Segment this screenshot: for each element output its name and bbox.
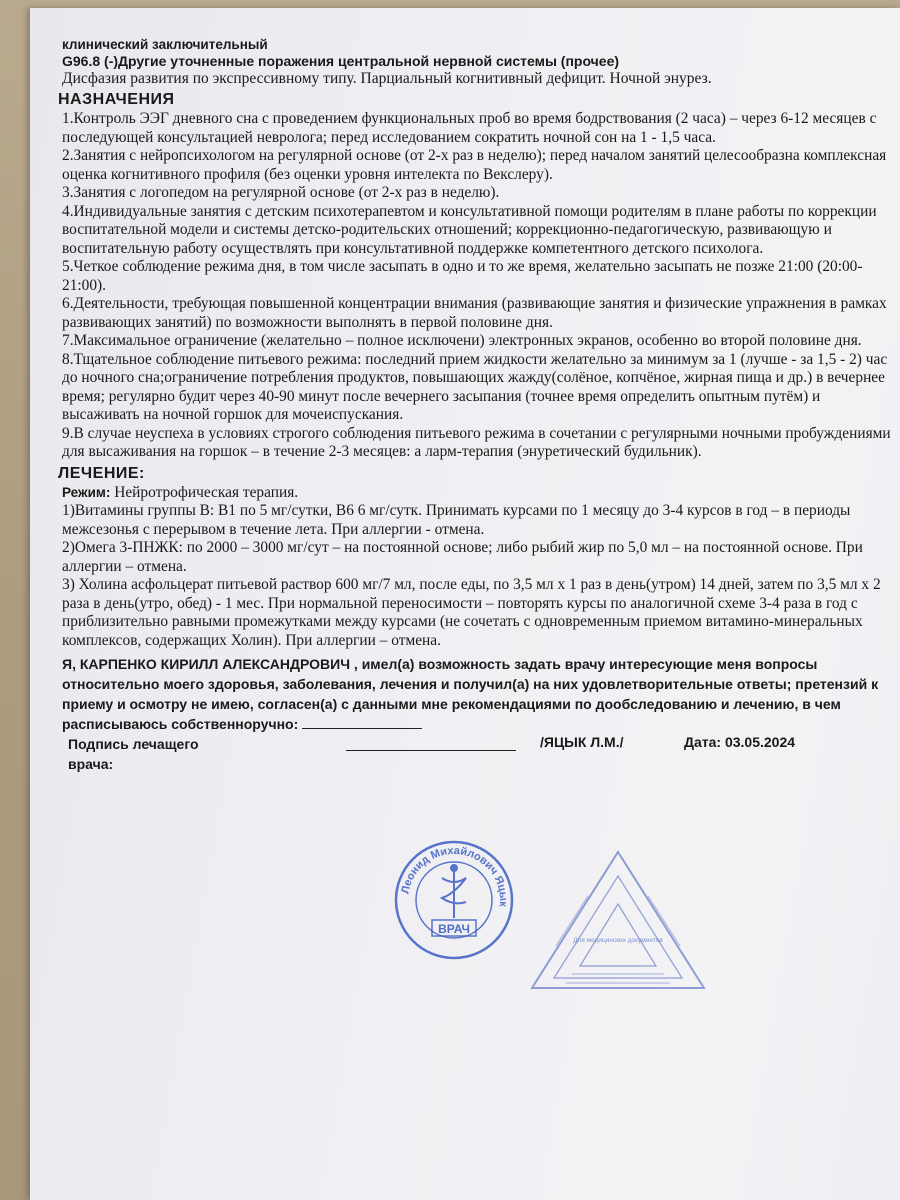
diagnosis-type: клинический заключительный (62, 37, 268, 52)
prescription-item: 5.Четкое соблюдение режима дня, в том числе засыпать в одно и то же время, желательно засыпать не позже 21:00 (20:00-21:00). (62, 258, 863, 294)
doctor-signature-label: Подпись лечащего врача: (68, 736, 199, 772)
treatment-item: 3) Холина асфольцерат питьевой раствор 600 мг/7 мл, после еды, по 3,5 мл х 1 раз в день(утром) 14 дней, затем по 3,5 мл х 2 раза в день(утро, обед) - 1 мес. При нормальной переносимости – повторять курсы по аналогичной схеме 3-4 раза в год с приблизительно равными промежутками между курсами (не сочетать с одновременным приемом витамино-минеральных комплексов, содержащих Холин). При аллергии – отмена. (62, 576, 881, 649)
round-stamp-center: ВРАЧ (438, 922, 470, 936)
prescription-item: 3.Занятия с логопедом на регулярной основе (от 2-х раз в неделю). (62, 184, 500, 201)
regime-label: Режим: (62, 484, 111, 500)
document-content (58, 36, 892, 784)
triangle-stamp-text: Для медицинских документов (573, 937, 663, 944)
prescription-item: 2.Занятия с нейропсихологом на регулярной основе (от 2-х раз в неделю); перед началом занятий целесообразна комплексная оценка когнитивного профиля (без оценки уровня интелекта по Векслеру). (62, 147, 887, 183)
diagnosis-code: G96.8 (-)Другие уточненные поражения центральной нервной системы (прочее) (62, 53, 620, 69)
signature-row (62, 734, 892, 784)
regime-value: Нейротрофическая терапия. (110, 483, 299, 501)
diagnosis-text: Дисфазия развития по экспрессивному типу. Парциальный когнитивный дефицит. Ночной энурез. (62, 70, 712, 87)
consent-text: Я, КАРПЕНКО КИРИЛЛ АЛЕКСАНДРОВИЧ , имел(а) возможность задать врачу интересующие меня вопросы относительно моего здоровья, заболевания, лечения и получил(а) на них удовлетворительные ответы; претензий к приему и осмотру не имею, согласен(а) с данными мне рекомендациями по дообследованию и лечению, в чем расписываюсь собственноручно: (62, 656, 879, 732)
treatment-title: ЛЕЧЕНИЕ: (58, 464, 145, 482)
doctor-name: /ЯЦЫК Л.М./ (540, 734, 624, 750)
doctor-signature-line (346, 750, 516, 751)
institution-triangle-stamp (526, 846, 710, 996)
prescription-item: 7.Максимальное ограничение (желательно – полное исключени) электронных экранов, особенно во второй половине дня. (62, 332, 862, 349)
prescription-item: 8.Тщательное соблюдение питьевого режима: последний прием жидкости желательно за минимум за 1 (лучше - за 1,5 - 2) час до ночного сна;ограничение потребления продуктов, повышающих жажду(солёное, копчёное, жирная пища и др.) в вечернее время; регулярно будит через 40-90 минут после вечернего засыпания (точнее время определить опытным путём) и высаживать на ночной горшок для мочеиспускания. (62, 350, 888, 423)
treatment-regime (62, 484, 892, 503)
patient-signature-line (302, 728, 422, 729)
patient-consent (62, 654, 892, 734)
prescriptions-list (62, 110, 892, 462)
prescription-item: 4.Индивидуальные занятия с детским психотерапевтом и консультативной помощи родителям в плане работы по коррекции воспитательной модели и системы детско-родительских отношений; коррекционно-педагогическую, развивающую и воспитательную работу осуществлять при консультативной поддержке компетентного детского психолога. (62, 202, 877, 257)
treatment-item: 1)Витамины группы В: В1 по 5 мг/сутки, В6 6 мг/сутк. Принимать курсами по 1 месяцу до 3-4 курсов в год – в периоды межсезонья с перерывом в течение лета. При аллергии - отмена. (62, 502, 851, 538)
caduceus-icon (442, 865, 466, 918)
round-stamp-text: Леонид Михайлович Яцык (399, 844, 510, 908)
prescription-item: 1.Контроль ЭЭГ дневного сна с проведением функциональных проб во время бодрствования (2 часа) – через 6-12 месяцев с последующей консультацией невролога; перед исследованием сократить ночной сон на 1 - 1,5 часа. (62, 110, 877, 146)
prescription-item: 9.В случае неуспеха в условиях строгого соблюдения питьевого режима в сочетании с регулярными ночными пробуждениями для высаживания на горшок – в течение 2-3 месяцев: а ларм-терапия (энуретический будильник). (62, 424, 891, 460)
prescriptions-title: НАЗНАЧЕНИЯ (58, 91, 175, 108)
doctor-round-stamp (392, 838, 516, 962)
document-date: Дата: 03.05.2024 (684, 734, 796, 750)
treatment-item: 2)Омега 3-ПНЖК: по 2000 – 3000 мг/сут – на постоянной основе; либо рыбий жир по 5,0 мл – на постоянной основе. При аллергии – отмена. (62, 539, 863, 575)
document-sheet (30, 8, 900, 1200)
prescription-item: 6.Деятельности, требующая повышенной концентрации внимания (развивающие занятия и физические упражнения в рамках развивающих занятий) по возможности выполнять в первой половине дня. (62, 295, 887, 331)
